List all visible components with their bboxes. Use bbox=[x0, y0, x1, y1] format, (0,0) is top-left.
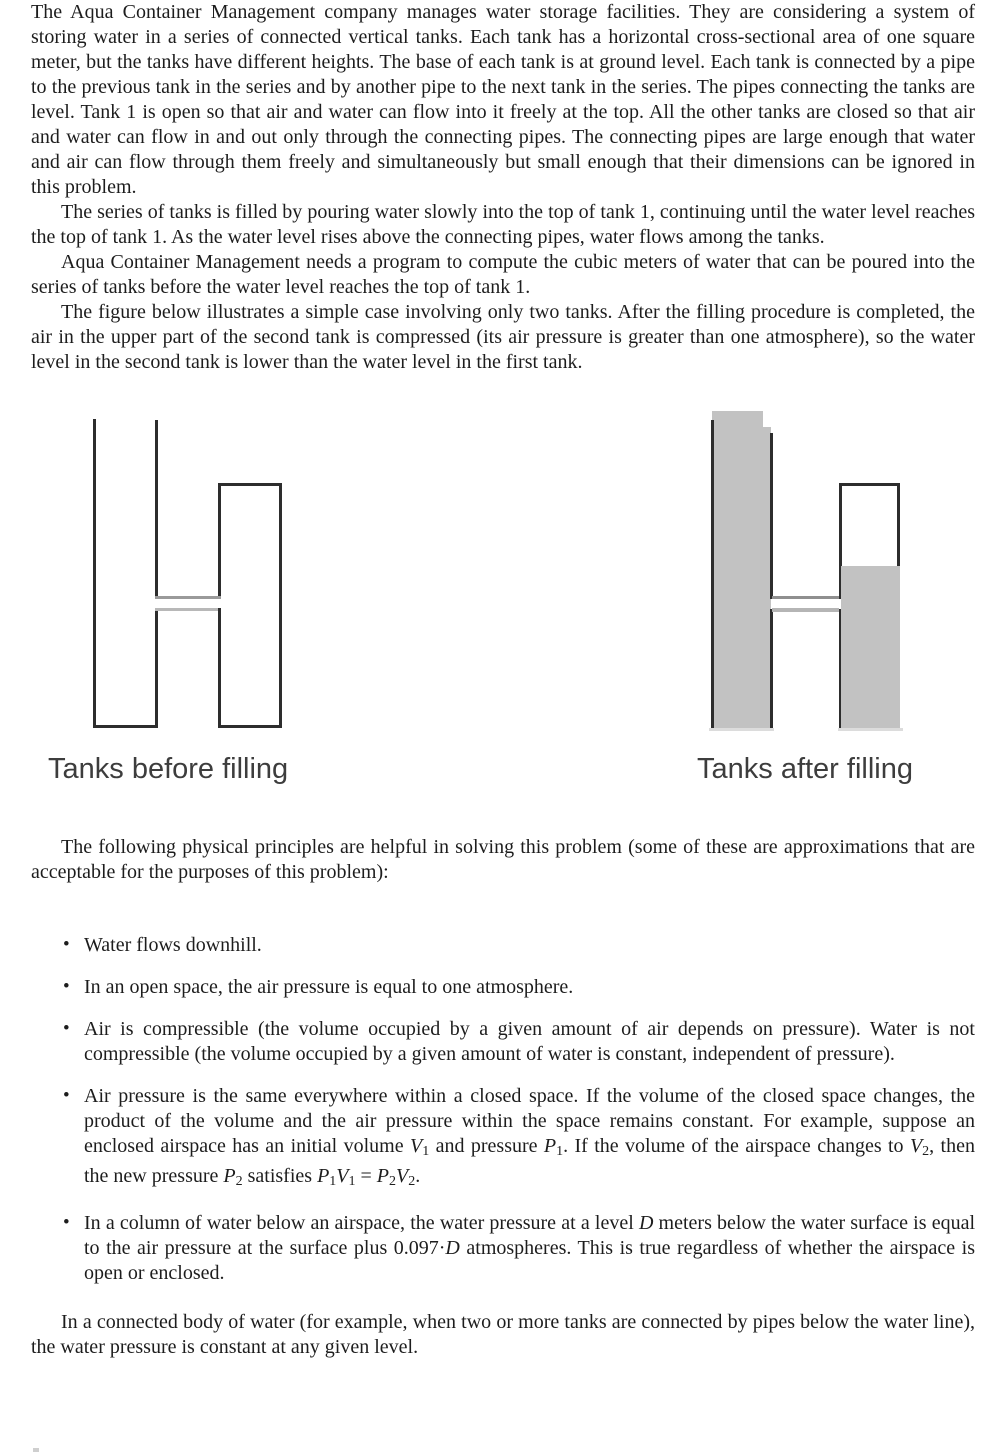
before-tank2-bottom bbox=[218, 725, 282, 728]
after-tank1-right-wall-upper bbox=[770, 433, 773, 599]
after-pipe-bottom-line bbox=[772, 608, 839, 612]
list-item-text: In a column of water below an airspace, the water pressure at a level D meters below the water surface is equal to the air pressure at the surface plus 0.097·D atmospheres. This is true regardless of whether the airspace is open or enclosed. bbox=[84, 1212, 976, 1285]
before-pipe-top-line bbox=[155, 596, 221, 599]
bullet-icon: • bbox=[63, 976, 70, 997]
before-tank2-right-wall bbox=[279, 483, 282, 728]
paragraph-filling-procedure: The series of tanks is filled by pouring water slowly into the top of tank 1, continuing until the water level reaches the top of tank 1. As the water level rises above the connecting pipes, water flows among the tanks. bbox=[31, 201, 975, 248]
list-item-text: Water flows downhill. bbox=[84, 934, 262, 956]
after-tank1-ground-shadow bbox=[709, 728, 774, 731]
list-item-water-downhill bbox=[63, 933, 975, 958]
before-tank2-top bbox=[218, 483, 282, 486]
bullet-icon: • bbox=[63, 1212, 70, 1234]
bullet-icon: • bbox=[63, 934, 70, 955]
after-tank2-top bbox=[839, 483, 900, 486]
list-item-boyles-law bbox=[63, 1084, 975, 1194]
page-edge-artifact bbox=[33, 1448, 39, 1452]
list-item-text: In an open space, the air pressure is equal to one atmosphere. bbox=[84, 976, 574, 998]
paragraph-program-goal: Aqua Container Management needs a program to compute the cubic meters of water that can be poured into the series of tanks before the water level reaches the top of tank 1. bbox=[31, 251, 975, 298]
before-tank1-right-wall-upper bbox=[155, 420, 158, 596]
before-tank2-left-wall-lower bbox=[218, 608, 221, 728]
paragraph-connected-body: In a connected body of water (for example, when two or more tanks are connected by pipes below the water line), the water pressure is constant at any given level. bbox=[31, 1311, 975, 1359]
paragraph-figure-intro: The figure below illustrates a simple case involving only two tanks. After the filling procedure is completed, the air in the upper part of the second tank is compressed (its air pressure is greater than one atmosphere), so the water level in the second tank is lower than the water level in the first tank. bbox=[31, 301, 975, 373]
list-item-text: Air is compressible (the volume occupied by a given amount of air depends on pressure). Water is not compressible (the volume occupied by a given amount of water is constant, independent of pressure). bbox=[84, 1018, 975, 1065]
before-tank2-left-wall-upper bbox=[218, 483, 221, 596]
before-tank1-bottom bbox=[93, 725, 158, 728]
after-pipe-top-line bbox=[772, 596, 839, 599]
after-tank2-ground-shadow bbox=[838, 728, 903, 731]
tanks-figure bbox=[0, 405, 1006, 805]
principles-list bbox=[0, 933, 1006, 1286]
after-tank1-water-fill bbox=[712, 411, 771, 728]
paragraph-principles-intro: The following physical principles are helpful in solving this problem (some of these are approximations that are acceptable for the purposes of this problem): bbox=[31, 836, 975, 883]
after-tank1-right-wall-lower bbox=[770, 609, 773, 728]
before-pipe-bottom-line bbox=[155, 608, 221, 611]
before-tank1-left-wall bbox=[93, 419, 96, 728]
after-tank2-water-fill bbox=[841, 566, 900, 728]
list-item-compressibility bbox=[63, 1017, 975, 1067]
after-tank2-right-wall bbox=[897, 483, 900, 569]
after-tank1-left-wall bbox=[711, 420, 714, 728]
bullet-icon: • bbox=[63, 1085, 70, 1106]
list-item-water-pressure-depth bbox=[63, 1211, 976, 1286]
bullet-icon: • bbox=[63, 1018, 70, 1039]
list-item-open-space-pressure bbox=[63, 975, 975, 1000]
before-tank1-right-wall-lower bbox=[155, 608, 158, 728]
list-item-text: Air pressure is the same everywhere within a closed space. If the volume of the closed space changes, the product of the volume and the air pressure within the space remains constant. For example, suppose an enclosed airspace has an initial volume V1 and pressure P1. If the volume of the airspace changes to V2, then the new pressure P2 satisfies P1V1 = P2V2. bbox=[84, 1085, 975, 1190]
after-tank1-fill-notch bbox=[763, 411, 771, 427]
paragraph-overview: The Aqua Container Management company manages water storage facilities. They are considering a system of storing water in a series of connected vertical tanks. Each tank has a horizontal cross-sectional area of one square meter, but the tanks have different heights. The base of each tank is at ground level. Each tank is connected by a pipe to the previous tank in the series and by another pipe to the next tank in the series. The pipes connecting the tanks are level. Tank 1 is open so that air and water can flow into it freely at the top. All the other tanks are closed so that air and water can flow in and out only through the connecting pipes. The connecting pipes are large enough that water and air can flow through them freely and simultaneously but small enough that their dimensions can be ignored in this problem. bbox=[31, 1, 975, 198]
caption-tanks-before-filling: Tanks before filling bbox=[48, 753, 289, 785]
caption-tanks-after-filling: Tanks after filling bbox=[697, 753, 913, 785]
